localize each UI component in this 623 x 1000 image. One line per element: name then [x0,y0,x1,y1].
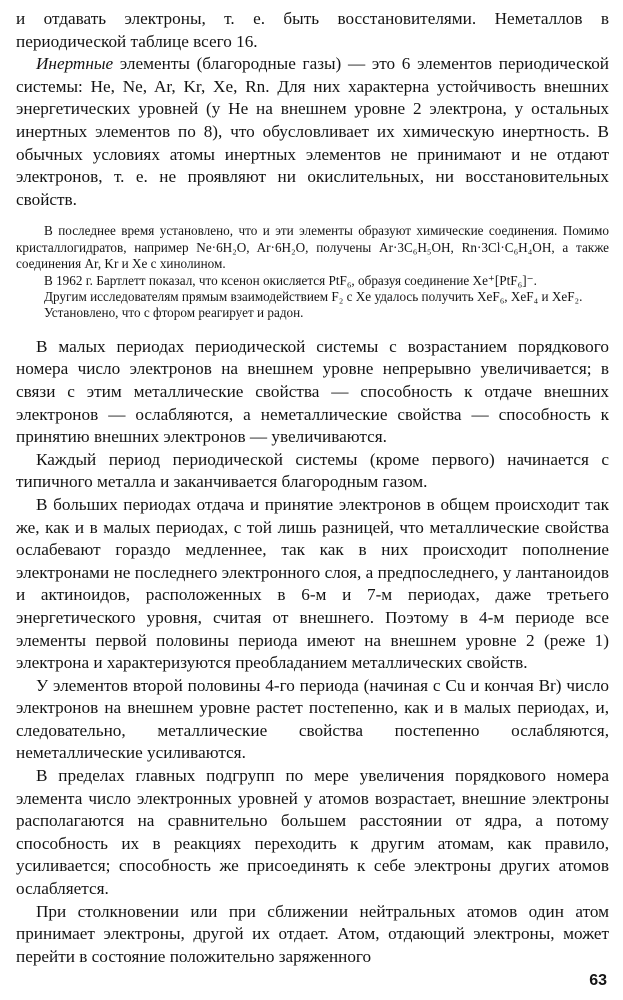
small-print-note [16,223,609,321]
paragraph-inert-elements [16,53,609,211]
page-number: 63 [589,972,607,989]
paragraph-second-half: У элементов второй половины 4-го периода (начиная с Cu и кончая Br) число электронов на внешнем уровне растет постепенно, как и в малых периодах, и, следовательно, металлические свойства постепенно ослабляются, неметаллические усиливаются. [16,675,609,763]
paragraph-large-periods: В больших периодах отдача и принятие электронов в общем происходит так же, как и в малых периодах, с той лишь разницей, что металлические свойства ослабевают гораздо медленнее, так как в них происходит пополнение электронами не последнего электронного слоя, а предпоследнего, у лантаноидов и актиноидов, расположенных в 6-м и 7-м периодах, даже третьего энергетического уровня, считая от внешнего. Поэтому в 4-м периоде все элементы первой половины периода имеют на внешнем уровне 2 (реже 1) электрона и характеризуются преобладанием металлических свойств. [16,494,609,673]
note-bartlett: В 1962 г. Бартлетт показал, что ксенон окисляется PtF₆, образуя соединение Xe⁺[PtF₆]⁻. [44,272,537,288]
note-xenon-fluorides: Другим исследователям прямым взаимодействием F₂ с Xe удалось получить XeF₆, XeF₄ и XeF₂. [44,288,583,304]
paragraph-small-periods: В малых периодах периодической системы с возрастанием порядкового номера число электронов на внешнем уровне непрерывно увеличивается; в связи с этим металлические свойства — способность к отдаче внешних электронов — ослабляются, а неметаллические свойства — способность к принятию внешних электронов — увеличиваются. [16,336,609,447]
note-compounds: В последнее время установлено, что и эти элементы образуют химические соединения. Помимо кристаллогидратов, например Ne·6H₂O, Ar·6H₂O, получены Ar·3C₆H₅OH, Rn·3Cl·C₆H₄OH, а также соединения Ar, Kr и Xe с хинолином. [16,223,609,272]
paragraph-collision: При столкновении или при сближении нейтральных атомов один атом принимает электроны, другой их отдает. Атом, отдающий электроны, может перейти в состояние положительно заряженного [16,901,609,966]
term-inert: Инертные [36,54,114,74]
note-radon: Установлено, что с фтором реагирует и радон. [44,305,304,321]
paragraph-each-period: Каждый период периодической системы (кроме первого) начинается с типичного металла и заканчивается благородным газом. [16,449,609,492]
paragraph-continuation: и отдавать электроны, т. е. быть восстановителями. Неметаллов в периодической таблице всего 16. [16,9,609,51]
paragraph-inert-text: элементы (благородные газы) — это 6 элементов периодической системы: He, Ne, Ar, Kr, Xe, Rn. Для них характерна устойчивость внешних энергетических уровней (у He на внешнем уровне 2 электрона, у остальных инертных элементов по 8), что обусловливает их химическую инертность. В обычных условиях атомы инертных элементов не принимают и не отдают электронов, т. е. не проявляют ни окислительных, ни восстановительных свойств. [16,54,609,209]
paragraph-main-subgroups: В пределах главных подгрупп по мере увеличения порядкового номера элемента число электронных уровней у атомов возрастает, внешние электроны располагаются на сравнительно большем расстоянии от ядра, а потому способность их в реакциях переходить к другим атомам, как правило, усиливается; способность же присоединять к себе электроны других атомов ослабляется. [16,766,609,899]
